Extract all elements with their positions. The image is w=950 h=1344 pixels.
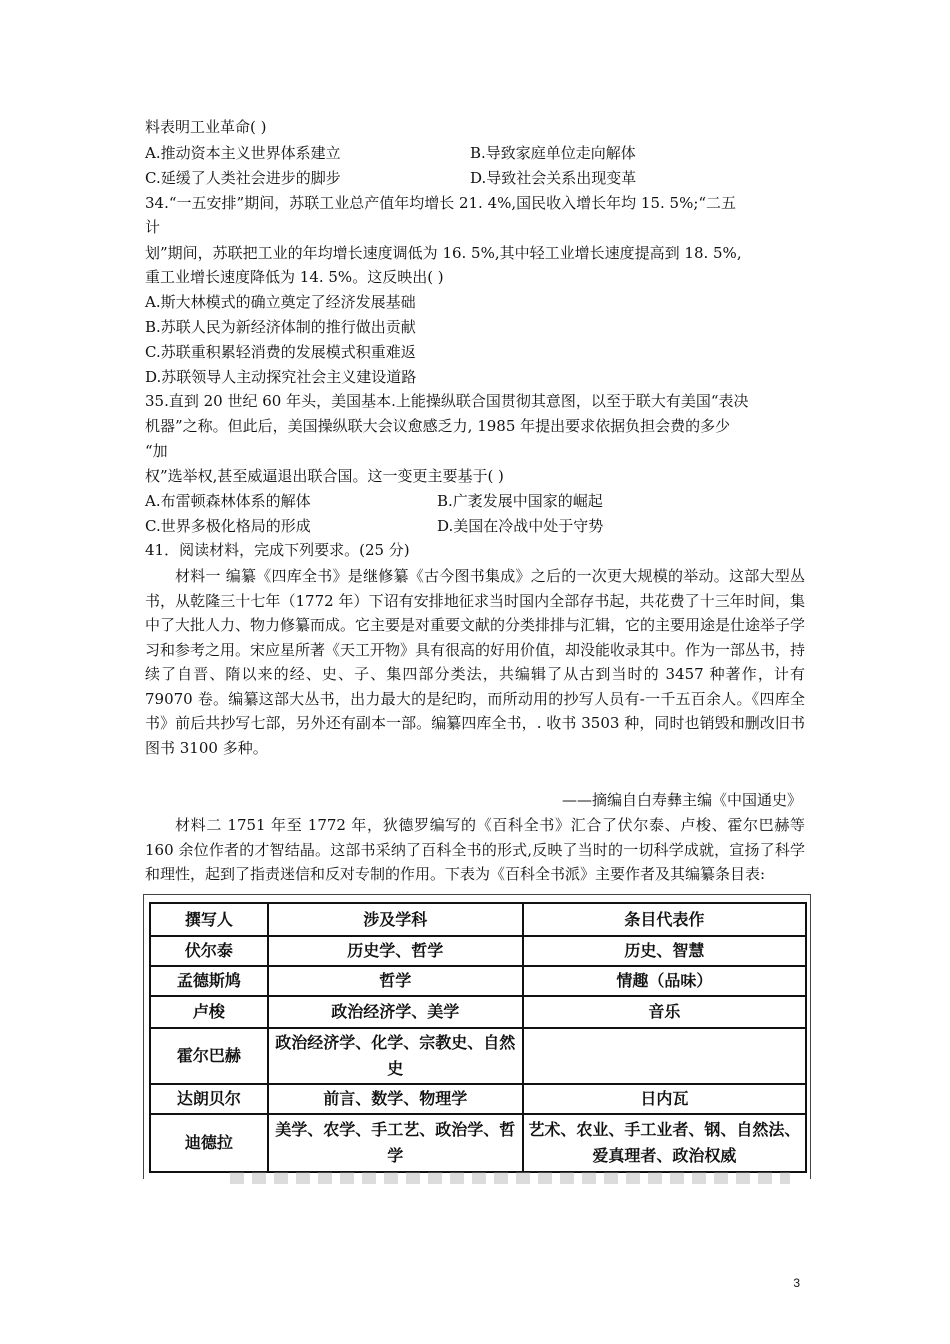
table-cell-entries: 日内瓦 xyxy=(523,1084,806,1114)
table-row xyxy=(150,966,806,996)
q33-option-b: B.导致家庭单位走向解体 xyxy=(470,144,636,162)
q34-option-a: A.斯大林模式的确立奠定了经济发展基础 xyxy=(145,293,416,311)
q33-option-d: D.导致社会关系出现变革 xyxy=(470,169,637,187)
table-row xyxy=(150,1084,806,1114)
material-one-source: ——摘编自白寿彝主编《中国通史》 xyxy=(561,791,802,809)
page-number: 3 xyxy=(793,1276,800,1290)
table-cell-entries: 艺术、农业、手工业者、钢、自然法、爱真理者、政治权威 xyxy=(523,1114,806,1172)
material-two: 材料二 1751 年至 1772 年，狄德罗编写的《百科全书》汇合了伏尔泰、卢梭、霍尔巴赫等 160 余位作者的才智结晶。这部书采纳了百科全书的形式,反映了当时的一切科学成就，宣扬了科学和理性，起到了指责迷信和反对专制的作用。下表为《百科全书派》主要作者及其编纂条目表: xyxy=(145,816,805,883)
q35-stem-line4: 权”选举权,甚至威逼退出联合国。这一变更主要基于( ) xyxy=(145,467,504,485)
table-cell-subjects: 美学、农学、手工艺、政治学、哲学 xyxy=(268,1114,523,1172)
table-row xyxy=(150,1028,806,1084)
table-cell-subjects: 政治经济学、美学 xyxy=(268,996,523,1028)
table-cell-author: 霍尔巴赫 xyxy=(150,1028,268,1084)
scan-smudge xyxy=(230,1172,790,1184)
table-cell-author: 卢梭 xyxy=(150,996,268,1028)
table-cell-author: 迪德拉 xyxy=(150,1114,268,1172)
table-cell-subjects: 前言、数学、物理学 xyxy=(268,1084,523,1114)
q33-option-c: C.延缓了人类社会进步的脚步 xyxy=(145,169,341,187)
table-row xyxy=(150,936,806,966)
q34-option-c: C.苏联重积累轻消费的发展模式积重难返 xyxy=(145,343,416,361)
table-cell-author: 孟德斯鸠 xyxy=(150,966,268,996)
q34-option-b: B.苏联人民为新经济体制的推行做出贡献 xyxy=(145,318,416,336)
q34-stem-line4: 重工业增长速度降低为 14. 5%。这反映出( ) xyxy=(145,268,444,286)
table-row xyxy=(150,996,806,1028)
table-row xyxy=(150,1114,806,1172)
table-cell-entries: 情趣（品味） xyxy=(523,966,806,996)
q35-option-c: C.世界多极化格局的形成 xyxy=(145,517,311,535)
table-cell-entries: 历史、智慧 xyxy=(523,936,806,966)
q34-option-d: D.苏联领导人主动探究社会主义建设道路 xyxy=(145,368,417,386)
q35-stem-line3: “加 xyxy=(145,442,168,460)
q41-heading: 41．阅读材料，完成下列要求。(25 分) xyxy=(145,541,410,559)
table-cell-subjects: 政治经济学、化学、宗教史、自然史 xyxy=(268,1028,523,1084)
q35-option-a: A.布雷顿森林体系的解体 xyxy=(145,492,311,510)
q33-tail: 料表明工业革命( ) xyxy=(145,118,267,136)
q35-stem-line2: 机器”之称。但此后，美国操纵联大会议愈感乏力, 1985 年提出要求依据负担会费的多少 xyxy=(145,417,731,435)
q34-stem-line3: 划”期间，苏联把工业的年均增长速度调低为 16. 5%,其中轻工业增长速度提高到 18. 5%, xyxy=(145,244,742,262)
table-header-entries: 条目代表作 xyxy=(523,903,806,936)
table-cell-entries xyxy=(523,1028,806,1084)
q35-option-d: D.美国在冷战中处于守势 xyxy=(437,517,604,535)
q35-stem-line1: 35.直到 20 世纪 60 年头，美国基本.上能操纵联合国贯彻其意图，以至于联大有美国“表决 xyxy=(145,392,749,410)
material-one: 材料一 编纂《四库全书》是继修纂《古今图书集成》之后的一次更大规模的举动。这部大型丛书，从乾隆三十七年（1772 年）下诏有安排地征求当时国内全部存书起，共花费了十三年时间，集中了大批人力、物力修纂而成。它主要是对重要文献的分类排排与汇辑，它的主要用途是仕途举子学习和参考之用。宋应星所著《天工开物》具有很高的好用价值，却没能收录其中。作为一部丛书，持续了自晋、隋以来的经、史、子、集四部分类法，共编辑了从古到当时的 3457 种著作，计有 79070 卷。编纂这部大丛书，出力最大的是纪昀，而所动用的抄写人员有-一千五百余人。《四库全书》前后共抄写七部，另外还有副本一部。编纂四库全书，. 收书 3503 种，同时也销毁和删改旧书图书 3100 多种。 xyxy=(145,567,806,757)
table-header-subjects: 涉及学科 xyxy=(268,903,523,936)
table-cell-subjects: 历史学、哲学 xyxy=(268,936,523,966)
q34-stem-line2: 计 xyxy=(145,218,161,236)
q33-option-a: A.推动资本主义世界体系建立 xyxy=(145,144,341,162)
table-cell-entries: 音乐 xyxy=(523,996,806,1028)
table-header-row xyxy=(150,903,806,936)
table-cell-subjects: 哲学 xyxy=(268,966,523,996)
encyclopedia-table xyxy=(143,894,811,1179)
table-header-author: 撰写人 xyxy=(150,903,268,936)
table-cell-author: 达朗贝尔 xyxy=(150,1084,268,1114)
q34-stem-line1: 34.“一五安排”期间，苏联工业总产值年均增长 21. 4%,国民收入增长年均 15. 5%;“二五 xyxy=(145,194,737,212)
table-cell-author: 伏尔泰 xyxy=(150,936,268,966)
q35-option-b: B.广袤发展中国家的崛起 xyxy=(437,492,603,510)
